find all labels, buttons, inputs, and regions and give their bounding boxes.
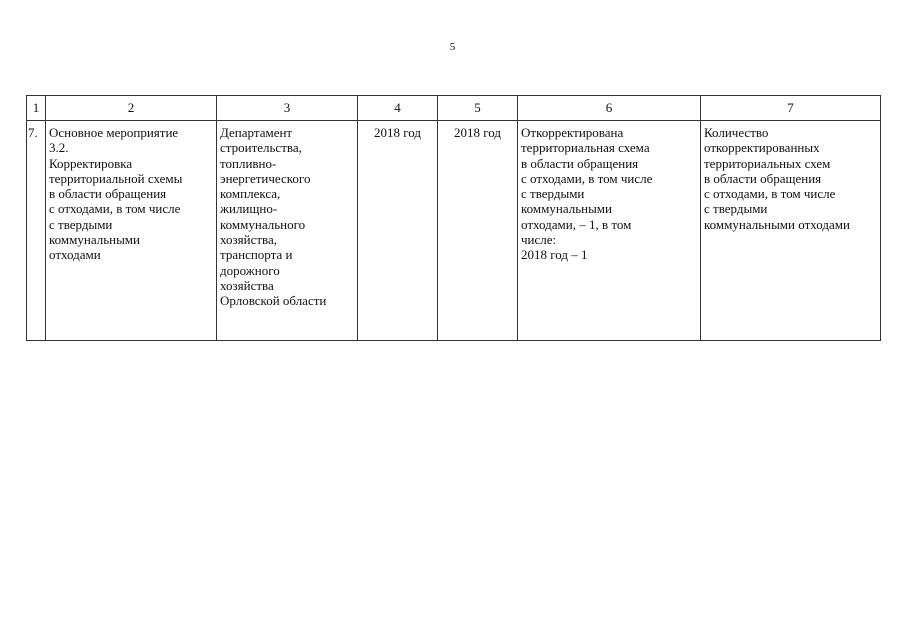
- activity-text: Основное мероприятие 3.2. Корректировка территориальной схемы в области обращения с отходами, в том числе с твердыми коммунальными отходами: [49, 125, 183, 263]
- executor-cell: [217, 121, 358, 341]
- start-year: 2018 год: [374, 125, 421, 140]
- column-header: 7: [701, 96, 881, 121]
- executor-text: Департамент строительства, топливно- энергетического комплекса, жилищно- коммунального хозяйства, транспорта и дорожного хозяйства Орловской области: [220, 125, 327, 309]
- page-number: 5: [449, 41, 456, 53]
- table-row: [27, 121, 881, 341]
- column-header: 2: [46, 96, 217, 121]
- result-cell: [518, 121, 701, 341]
- end-year-cell: [438, 121, 518, 341]
- column-header: 4: [358, 96, 438, 121]
- result-text: Откорректирована территориальная схема в области обращения с отходами, в том числе с твердыми коммунальными отходами, – 1, в том числе: 2018 год – 1: [521, 125, 653, 263]
- table-header-row: [27, 96, 881, 121]
- column-header: 6: [518, 96, 701, 121]
- indicator-text: Количество откорректированных территориальных схем в области обращения с отходами, в том числе с твердыми коммунальными отходами: [704, 125, 850, 232]
- column-header: 5: [438, 96, 518, 121]
- activity-table: [26, 95, 881, 341]
- start-year-cell: [358, 121, 438, 341]
- column-header: 3: [217, 96, 358, 121]
- activity-cell: [46, 121, 217, 341]
- row-number: 7.: [28, 125, 38, 140]
- row-number-cell: [27, 121, 46, 341]
- end-year: 2018 год: [454, 125, 501, 140]
- indicator-cell: [701, 121, 881, 341]
- column-header: 1: [27, 96, 46, 121]
